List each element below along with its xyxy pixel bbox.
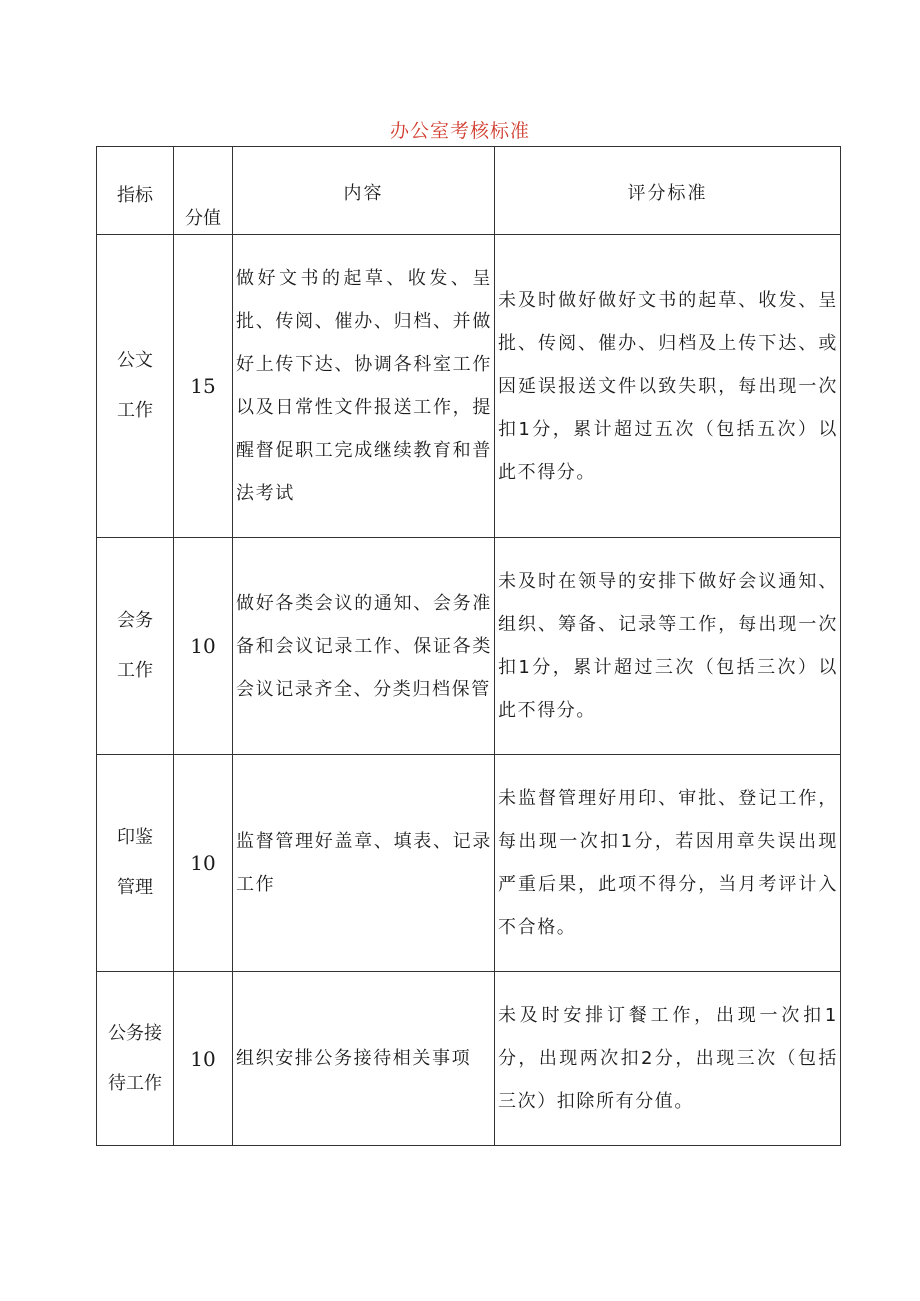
table-row — [97, 972, 841, 1146]
row-criteria: 未及时在领导的安排下做好会议通知、组织、筹备、记录等工作，每出现一次扣1分，累计超过三次（包括三次）以此不得分。 — [495, 538, 841, 755]
row-content: 监督管理好盖章、填表、记录工作 — [233, 755, 495, 972]
header-indicator: 指标 — [97, 147, 174, 235]
indicator-line: 会务 — [117, 610, 153, 631]
indicator-line: 公务接 — [108, 1022, 162, 1044]
indicator-line: 工作 — [117, 400, 153, 421]
indicator-line: 印鉴 — [117, 827, 153, 848]
row-criteria: 未监督管理好用印、审批、登记工作，每出现一次扣1分，若因用章失误出现严重后果，此项不得分，当月考评计入不合格。 — [495, 755, 841, 972]
header-content: 内容 — [233, 147, 495, 235]
row-content: 做好文书的起草、收发、呈批、传阅、催办、归档、并做好上传下达、协调各科室工作以及日常性文件报送工作，提醒督促职工完成继续教育和普法考试 — [233, 235, 495, 538]
row-score: 10 — [174, 972, 233, 1146]
indicator-line: 管理 — [117, 877, 153, 898]
header-criteria: 评分标准 — [495, 147, 841, 235]
indicator-line: 公文 — [117, 350, 153, 371]
indicator-line: 待工作 — [108, 1072, 162, 1094]
table-row — [97, 755, 841, 972]
row-content: 组织安排公务接待相关事项 — [233, 972, 495, 1146]
page-title: 办公室考核标准 — [389, 120, 530, 142]
header-score: 分值 — [174, 147, 233, 235]
table-header-row — [97, 147, 841, 235]
table-row — [97, 538, 841, 755]
row-score: 15 — [174, 235, 233, 538]
indicator-line: 工作 — [117, 660, 153, 681]
row-score: 10 — [174, 755, 233, 972]
row-criteria: 未及时做好做好文书的起草、收发、呈批、传阅、催办、归档及上传下达、或因延误报送文件以致失职，每出现一次扣1分，累计超过五次（包括五次）以此不得分。 — [495, 235, 841, 538]
row-indicator — [97, 538, 174, 755]
row-indicator — [97, 235, 174, 538]
row-indicator — [97, 755, 174, 972]
row-score: 10 — [174, 538, 233, 755]
row-indicator — [97, 972, 174, 1146]
row-content: 做好各类会议的通知、会务准备和会议记录工作、保证各类会议记录齐全、分类归档保管 — [233, 538, 495, 755]
row-criteria: 未及时安排订餐工作，出现一次扣1分，出现两次扣2分，出现三次（包括三次）扣除所有分值。 — [495, 972, 841, 1146]
table-row — [97, 235, 841, 538]
assessment-table — [96, 146, 841, 1146]
